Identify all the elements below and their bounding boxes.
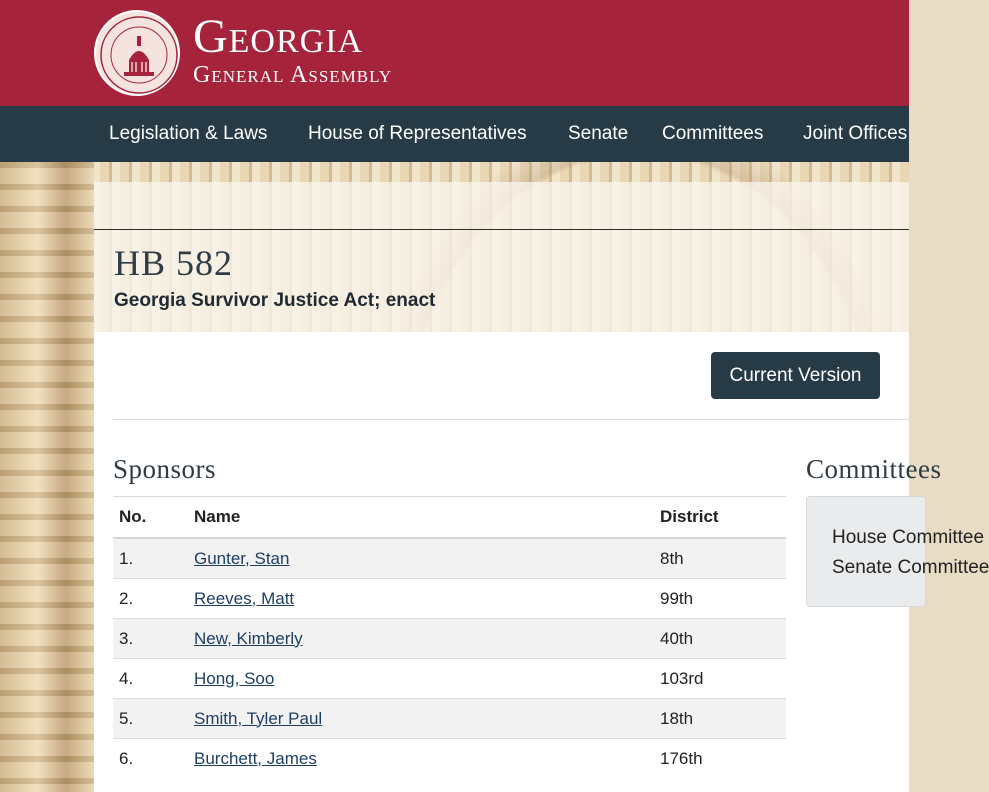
sponsor-number: 4.: [113, 659, 188, 699]
table-row: [113, 619, 786, 659]
sponsor-link[interactable]: Smith, Tyler Paul: [194, 708, 323, 728]
nav-item-house[interactable]: House of Representatives: [308, 123, 527, 144]
column-header-district: District: [654, 497, 786, 539]
sponsor-district: 18th: [654, 699, 786, 739]
table-header-row: [113, 497, 786, 539]
committees-box: [806, 496, 989, 607]
sponsor-name-cell: [188, 699, 654, 739]
sponsor-name-cell: [188, 579, 654, 619]
sponsor-link[interactable]: Reeves, Matt: [194, 588, 295, 608]
committees-heading: Committees: [806, 454, 942, 484]
sponsor-number: 3.: [113, 619, 188, 659]
main-nav: [0, 106, 909, 162]
site-header: [0, 0, 909, 106]
nav-item-committees[interactable]: Committees: [662, 123, 764, 144]
committee-item-house[interactable]: House Committee: [832, 527, 985, 548]
sponsor-name-cell: [188, 619, 654, 659]
bill-number: HB 582: [114, 243, 234, 283]
site-subtitle[interactable]: General Assembly: [193, 62, 393, 88]
site-title[interactable]: Georgia: [193, 10, 364, 63]
committee-item-senate[interactable]: Senate Committee: [832, 557, 989, 578]
sponsor-district: 99th: [654, 579, 786, 619]
sponsor-number: 2.: [113, 579, 188, 619]
nav-item-senate[interactable]: Senate: [568, 123, 629, 144]
nav-item-joint-offices[interactable]: Joint Offices: [803, 123, 908, 144]
column-header-name: Name: [188, 497, 654, 539]
sponsor-name-cell: [188, 739, 654, 779]
divider: [113, 419, 909, 420]
bill-title: Georgia Survivor Justice Act; enact: [114, 290, 436, 311]
capitol-seal-icon: [96, 12, 182, 98]
sponsor-district: 176th: [654, 739, 786, 779]
sponsor-link[interactable]: New, Kimberly: [194, 628, 303, 648]
sponsor-link[interactable]: Burchett, James: [194, 748, 317, 768]
sponsor-number: 5.: [113, 699, 188, 739]
divider: [94, 229, 909, 230]
sponsor-district: 40th: [654, 619, 786, 659]
sponsors-heading: Sponsors: [113, 454, 217, 484]
sponsor-district: 8th: [654, 538, 786, 579]
column-header-no: No.: [113, 497, 188, 539]
sponsor-link[interactable]: Hong, Soo: [194, 668, 275, 688]
sponsor-name-cell: [188, 538, 654, 579]
current-version-button[interactable]: Current Version: [711, 352, 880, 399]
state-seal-logo[interactable]: [94, 10, 180, 96]
sponsors-table: [113, 496, 786, 778]
table-row: [113, 579, 786, 619]
sponsor-name-cell: [188, 659, 654, 699]
table-row: [113, 739, 786, 779]
sponsor-district: 103rd: [654, 659, 786, 699]
sponsor-link[interactable]: Gunter, Stan: [194, 548, 290, 568]
column-background-image: [0, 162, 94, 792]
sponsor-number: 6.: [113, 739, 188, 779]
table-row: [113, 659, 786, 699]
table-row: [113, 538, 786, 579]
table-row: [113, 699, 786, 739]
nav-item-legislation[interactable]: Legislation & Laws: [109, 123, 268, 144]
sponsor-number: 1.: [113, 538, 188, 579]
